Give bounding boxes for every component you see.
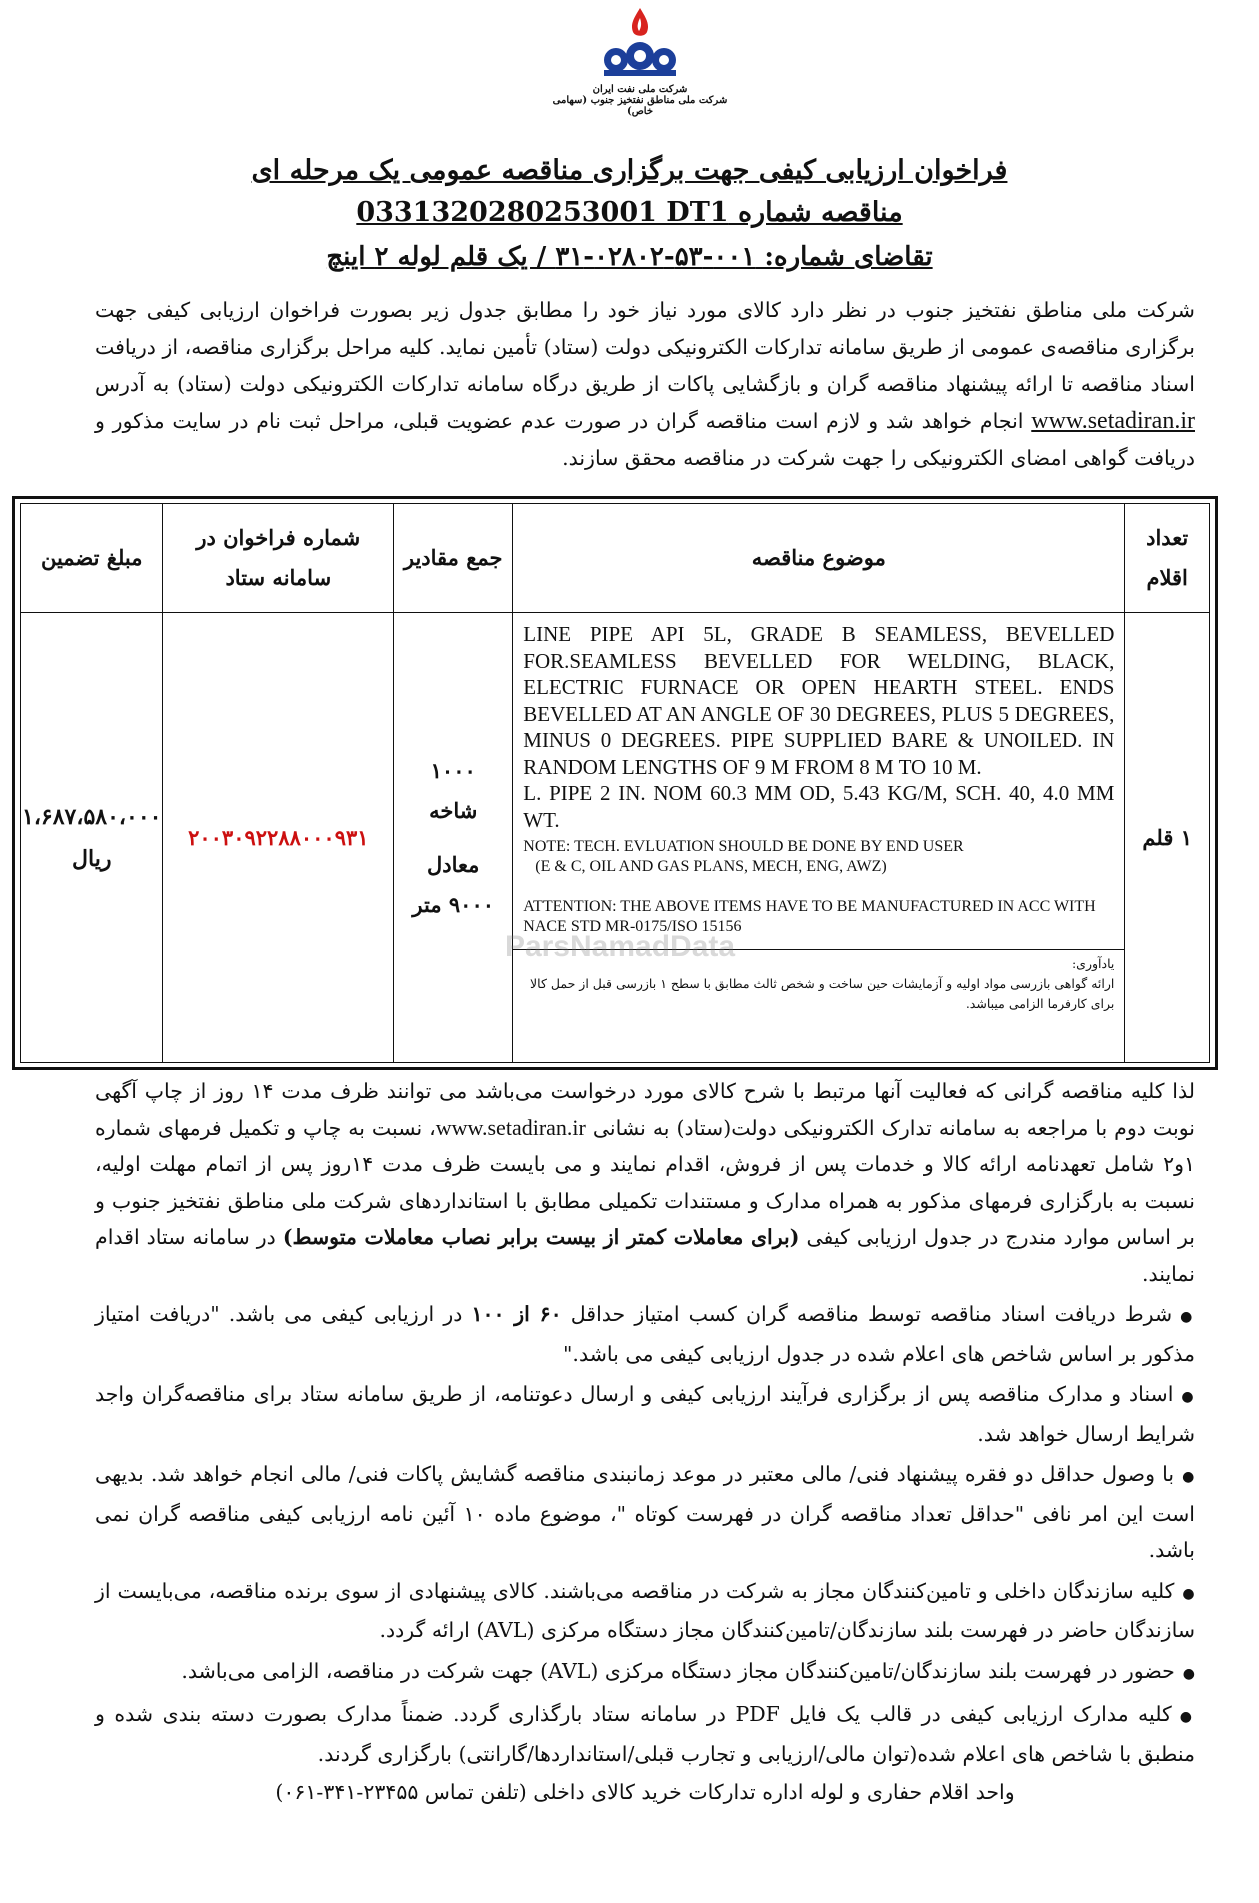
qty-unit: شاخه bbox=[429, 797, 478, 823]
reminder-title: یادآوری: bbox=[1071, 956, 1115, 971]
intro-paragraph bbox=[95, 292, 1195, 477]
header-call-no: شماره فراخوان در سامانه ستاد bbox=[163, 504, 394, 613]
qty-number: ۱۰۰۰ bbox=[430, 757, 476, 783]
guarantee-currency: ریال bbox=[72, 845, 112, 872]
qty-equivalent-label: معادل bbox=[427, 851, 480, 877]
bullet-icon: ● bbox=[1182, 1585, 1196, 1602]
cell-count: ۱ قلم bbox=[1125, 613, 1210, 1063]
list-item bbox=[95, 1296, 1195, 1372]
setadiran-link[interactable]: www.setadiran.ir bbox=[1031, 408, 1195, 434]
page-title: فراخوان ارزیابی کیفی جهت برگزاری مناقصه عمومی یک مرحله ای bbox=[251, 155, 1008, 186]
reminder-text: ارائه گواهی بازرسی مواد اولیه و آزمایشات حین ساخت و شخص ثالث مطابق با سطح ۱ بازرسی قبل از حمل کالا برای کارفرما الزامی میباشد. bbox=[530, 976, 1115, 1011]
bullet-2-text: اسناد و مدارک مناقصه پس از برگزاری فرآیند ارزیابی کیفی و ارسال دعوتنامه، از طریق سامانه ستاد برای مناقصه‌گران واجد شرایط ارسال خواهد شد. bbox=[95, 1382, 1195, 1446]
bullet-5-text: حضور در فهرست بلند سازندگان/تامین‌کنندگان مجاز دستگاه مرکزی (AVL) جهت شرکت در مناقصه، الزامی می‌باشد. bbox=[181, 1658, 1175, 1683]
conditions-text-3: در سامانه ستاد اقدام نمایند. bbox=[95, 1225, 1195, 1286]
list-item bbox=[95, 1456, 1195, 1569]
contact-footer: واحد اقلام حفاری و لوله اداره تدارکات خرید کالای داخلی (تلفن تماس ۲۳۴۵۵-۳۴۱-۰۶۱) bbox=[275, 1780, 1015, 1804]
org-subname: شرکت ملی مناطق نفتخیز جنوب (سهامی خاص) bbox=[552, 95, 728, 117]
conditions-paragraph bbox=[95, 1073, 1195, 1292]
intro-text-1: شرکت ملی مناطق نفتخیز جنوب در نظر دارد کالای مورد نیاز خود را مطابق جدول زیر بصورت فراخوان ارزیابی کیفی جهت برگزاری مناقصه‌ی عمومی از طریق سامانه تدارکات الکترونیکی دولت (ستاد) تأمین نماید. کلیه مراحل برگزاری مناقصه، از دریافت اسناد مناقصه تا ارائه پیشنهاد مناقصه گران و بازگشایی پاکات از طریق درگاه سامانه تدارکات الکترونیکی دولت (ستاد) به آدرس bbox=[95, 298, 1195, 396]
bullet-6-text: کلیه مدارک ارزیابی کیفی در قالب یک فایل PDF در سامانه ستاد بارگذاری گردد. ضمناً مدارک بصورت دسته بندی شده و منطبق با شاخص های اعلام شده(توان مالی/ارزیابی و تجارب قبلی/استانداردها/گارانتی) بارگزاری گردند. bbox=[95, 1702, 1195, 1766]
header-qty: جمع مقادیر bbox=[394, 504, 513, 613]
bullet-icon: ● bbox=[1182, 1665, 1195, 1682]
bullet-icon: ● bbox=[1179, 1709, 1195, 1725]
spec-size: L. PIPE 2 IN. NOM 60.3 MM OD, 5.43 KG/M, SCH. 40, 4.0 MM WT. bbox=[523, 781, 1115, 832]
conditions-text-2: ، نسبت به چاپ و تکمیل فرمهای شماره ۱و۲ شامل تعهدنامه ارائه کالا و خدمات پس از فروش، اقدام نمایند و می بایست ظرف مدت ۱۴روز پس از اتمام مهلت اولیه، نسبت به بارگزاری فرمهای مذکور به همراه مدارک و مستندات تکمیلی مطابق با استانداردهای شرکت ملی مناطق نفتخیز جنوب و بر اساس موارد مندرج در جدول ارزیابی کیفی bbox=[95, 1115, 1196, 1249]
cell-subject bbox=[513, 613, 1125, 1063]
cell-call-no: ۲۰۰۳۰۹۲۲۸۸۰۰۰۹۳۱ bbox=[163, 613, 394, 1063]
bullet-icon: ● bbox=[1182, 1469, 1195, 1485]
bullet-1-text-2: در ارزیابی کیفی می باشد. "دریافت امتیاز مذکور بر اساس شاخص های اعلام شده در جدول ارزیابی کیفی می باشد." bbox=[95, 1302, 1195, 1366]
conditions-text-1: لذا کلیه مناقصه گرانی که فعالیت آنها مرتبط با شرح کالای مورد درخواست می‌باشد می توانند ظرف مدت ۱۴ روز از چاپ آگهی نوبت دوم با مراجعه به سامانه تدارک الکترونیکی دولت(ستاد) به نشانی bbox=[95, 1079, 1195, 1140]
table-header-row bbox=[21, 504, 1210, 613]
spec-note: NOTE: TECH. EVLUATION SHOULD BE DONE BY END USER bbox=[523, 838, 964, 855]
spec-text: LINE PIPE API 5L, GRADE B SEAMLESS, BEVELLED FOR.SEAMLESS BEVELLED FOR WELDING, BLACK, ELECTRIC FURNACE OR OPEN HEARTH STEEL. ENDS BEVELLED AT AN ANGLE OF 30 DEGREES, PLUS 5 DEGREES, MINUS 0 DEGREES. PIPE SUPPLIED BARE & UNOILED. IN RANDOM LENGTHS OF 9 M FROM 8 M TO 10 M. bbox=[523, 622, 1115, 779]
nioc-emblem-icon bbox=[600, 6, 680, 80]
bullet-3-text: با وصول حداقل دو فقره پیشنهاد فنی/ مالی معتبر در موعد زمانبندی مناقصه گشایش پاکات فنی/ مالی انجام خواهد شد. بدیهی است این امر نافی "حداقل تعداد مناقصه گران در فهرست کوتاه "، موضوع ماده ۱۰ آئین نامه ارزیابی کیفی مناقصه گران نمی باشد. bbox=[95, 1462, 1195, 1562]
header-amount: مبلغ تضمین bbox=[21, 504, 163, 613]
spec-note-sub: (E & C, OIL AND GAS PLANS, MECH, ENG, AWZ) bbox=[535, 858, 887, 875]
cell-qty bbox=[394, 613, 513, 1063]
bullet-1-text: شرط دریافت اسناد مناقصه توسط مناقصه گران کسب امتیاز حداقل bbox=[570, 1302, 1173, 1326]
qty-equivalent-value: ۹۰۰۰ متر bbox=[412, 891, 495, 917]
list-item bbox=[95, 1376, 1195, 1452]
nioc-logo bbox=[540, 6, 740, 117]
bullet-icon: ● bbox=[1181, 1389, 1195, 1405]
header-subject: موضوع مناقصه bbox=[513, 504, 1125, 613]
bullet-4-text: کلیه سازندگان داخلی و تامین‌کنندگان مجاز به شرکت در مناقصه می‌باشند. کالای پیشنهادی از سوی برنده مناقصه، می‌بایست از سازندگان حاضر در فهرست بلند سازندگان/تامین‌کنندگان مجاز دستگاه مرکزی (AVL) ارائه گردد. bbox=[95, 1578, 1195, 1642]
conditions-body bbox=[95, 1073, 1195, 1811]
list-item bbox=[95, 1573, 1195, 1649]
tender-number: مناقصه شماره 033132028025300‪1 DT1 bbox=[356, 197, 903, 228]
intro-text-2: انجام خواهد شد و لازم است مناقصه گران در صورت عدم عضویت قبلی، مراحل ثبت نام در سایت مذکور و دریافت گواهی امضای الکترونیکی را جهت شرکت در مناقصه محقق سازند. bbox=[95, 409, 1195, 470]
request-number: تقاضای شماره: ۰۰۱-۵۳-۰۲۸۰۲-۳۱ / یک قلم لوله ۲ اینچ bbox=[326, 242, 933, 272]
guarantee-amount: ۱،۶۸۷،۵۸۰،۰۰۰ bbox=[22, 803, 162, 830]
spec-block bbox=[513, 613, 1124, 937]
tender-table bbox=[20, 503, 1210, 1063]
conditions-bold: (برای معاملات کمتر از بیست برابر نصاب معاملات متوسط) bbox=[282, 1225, 800, 1249]
list-item bbox=[95, 1696, 1195, 1772]
list-item bbox=[95, 1653, 1195, 1693]
title-block bbox=[0, 150, 1259, 280]
reminder-note bbox=[513, 949, 1124, 1020]
bullet-1-bold: ۶۰ از ۱۰۰ bbox=[471, 1302, 562, 1326]
table-row bbox=[21, 613, 1210, 1063]
setadiran-link-2[interactable]: www.setadiran.ir bbox=[435, 1114, 586, 1140]
cell-amount bbox=[21, 613, 163, 1063]
watermark: ParsNamadData bbox=[504, 930, 736, 963]
spec-attention: ATTENTION: THE ABOVE ITEMS HAVE TO BE MANUFACTURED IN ACC WITH NACE STD MR-0175/ISO 15156 bbox=[523, 898, 1096, 935]
header-count: تعداد اقلام bbox=[1125, 504, 1210, 613]
org-name: شرکت ملی نفت ایران bbox=[592, 84, 688, 95]
bullet-icon: ● bbox=[1180, 1309, 1195, 1325]
